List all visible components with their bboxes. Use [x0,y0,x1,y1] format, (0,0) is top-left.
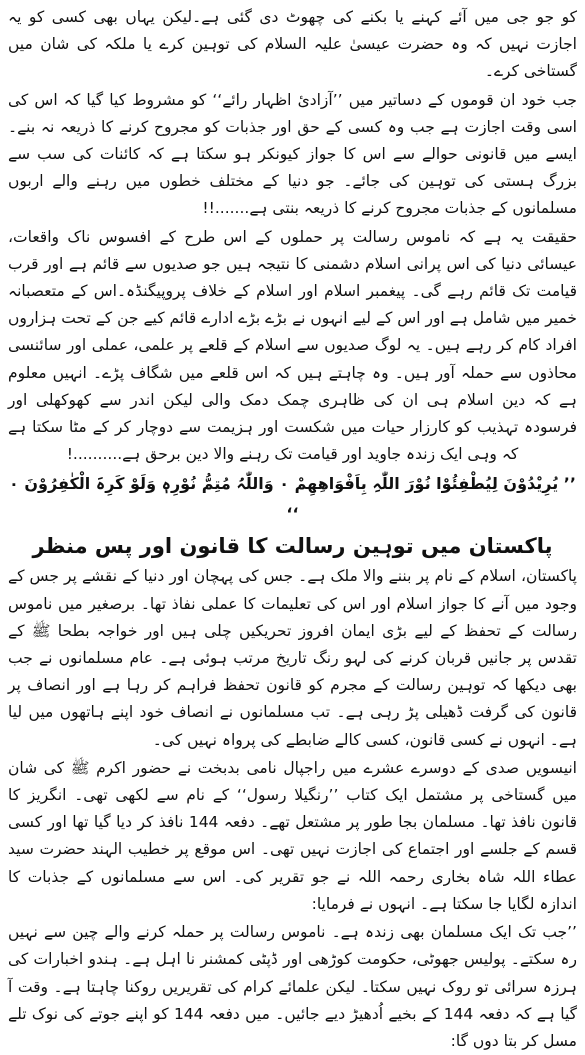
paragraph-1: کو جو جی میں آئے کہنے یا بکنے کی چھوٹ دی گئی ہے۔لیکن یہاں بھی کسی کو یہ اجازت نہیں کہ وہ حضرت عیسیٰ علیہ السلام کی توہین کرے یا ملکہ کی شان میں گستاخی کرے۔ [8,8,577,81]
paragraph-6-quote: ’’جب تک ایک مسلمان بھی زندہ ہے۔ ناموس رسالت پر حملہ کرنے والے چین سے نہیں رہ سکتے۔ پولیس جھوٹی، حکومت کوڑھی اور ڈپٹی کمشنر نا اہل ہے۔ ہندو اخبارات کی ہرزہ سرائی تو روک نہیں سکتا۔ لیکن علمائے کرام کی تقریریں روکنا چاہتا ہے۔ وقت آ گیا ہے کہ دفعہ 144 کے بخیے اُدھیڑ دیے جائیں۔ میں دفعہ 144 کو اپنے جوتے کی نوک تلے مسل کر بتا دوں گا: [8,923,577,1050]
paragraph-2: جب خود ان قوموں کے دساتیر میں ’’آزادیٔ اظہار رائے‘‘ کو مشروط کیا گیا کہ اس کی اسی وقت اجازت ہے جب وہ کسی کے حق اور جذبات کو مجروح کرنے کا ذریعہ نہ بنے۔ایسے میں قانونی حوالے سے اس کا جواز کیونکر ہو سکتا ہے کہ کائنات کی سب سے بزرگ ہستی کی توہین کی جائے۔ جو دنیا کے مختلف خطوں میں رہنے والے اربوں مسلمانوں کے جذبات مجروح کرنے کا ذریعہ بنتی ہے.......!! [8,90,577,218]
quran-verse: ’’ یُرِیْدُوْنَ لِیُطْفِئُوْا نُوْرَ اللّٰہِ بِاَفْوَاھِھِمْ ۰ وَاللّٰہُ مُتِمُّ نُوْرِہٖ وَلَوْ کَرِہَ الْکٰفِرُوْنَ ۰ ‘‘ [9,474,576,524]
paragraph-3: حقیقت یہ ہے کہ ناموس رسالت پر حملوں کے اس طرح کے افسوس ناک واقعات، عیسائی دنیا کی اس پرانی اسلام دشمنی کا نتیجہ ہیں جو صدیوں سے قائم ہے اور قرب قیامت تک قائم رہے گی۔ پیغمبر اسلام اور اسلام کے خلاف پروپیگنڈہ۔اس کے متعصبانہ خمیر میں شامل ہے اور اس کے لیے انہوں نے بڑے بڑے ادارے قائم کیے جن کے تحت ہزاروں افراد کام کر رہے ہیں۔ یہ لوگ صدیوں سے اسلام کے قلعے پر علمی، عملی اور سائنسی محاذوں سے حملہ آور ہیں۔ وہ چاہتے ہیں کہ اس قلعے میں شگاف پڑے۔ انہیں معلوم ہے کہ دین اسلام ہی ان کی ظاہری چمک دمک والی لیکن اندر سے کھوکھلی اور فرسودہ تہذیب کو کارزار حیات میں شکست اور ہزیمت سے دوچار کر کے مٹا سکتا ہے کہ وہی ایک زندہ جاوید اور قیامت تک رہنے والا دین برحق ہے..........! [8,227,577,464]
section-heading: پاکستان میں توہین رسالت کا قانون اور پس منظر [32,534,553,559]
paragraph-5: انیسویں صدی کے دوسرے عشرے میں راجپال نامی بدبخت نے حضور اکرم ﷺ کی شان میں گستاخی پر مشتمل ایک کتاب ’’رنگیلا رسول‘‘ کے نام سے لکھی تھی۔ انگریز کا قانون نافذ تھا۔ مسلمان بجا طور پر مشتعل تھے۔ دفعہ 144 نافذ کر دیا گیا تھا اور کسی قسم کے جلسے اور اجتماع کی اجازت نہیں تھی۔ اس موقع پر خطیب الہند حضرت سید عطاء اللہ شاہ بخاری رحمہ اللہ نے جو تقریر کی۔ اس سے مسلمانوں کے جذبات کا اندازہ لگایا جا سکتا ہے۔ انہوں نے فرمایا: [8,758,577,913]
article-page [8,4,577,1050]
paragraph-4: پاکستان، اسلام کے نام پر بننے والا ملک ہے۔ جس کی پہچان اور دنیا کے نقشے پر جس کے وجود میں آنے کا جواز اسلام اور اس کی تعلیمات کا عملی نفاذ تھا۔ برصغیر میں ناموس رسالت کے تحفظ کے لیے بڑی ایمان افروز تحریکیں چلی ہیں اور خواجہ بطحا ﷺ کے تقدس پر جانیں قربان کرنے کی لہو رنگ تاریخ مرتب ہوئی ہے۔ عام مسلمانوں نے جب بھی دیکھا کہ توہین رسالت کے مجرم کو قانون تحفظ فراہم کر رہا ہے اور انصاف پر قانون کی گرفت ڈھیلی پڑ رہی ہے۔ تب مسلمانوں نے انصاف خود اپنے ہاتھوں میں لیا ہے۔ انہوں نے کسی قانون، کسی کالے ضابطے کی پرواہ نہیں کی۔ [8,567,577,749]
